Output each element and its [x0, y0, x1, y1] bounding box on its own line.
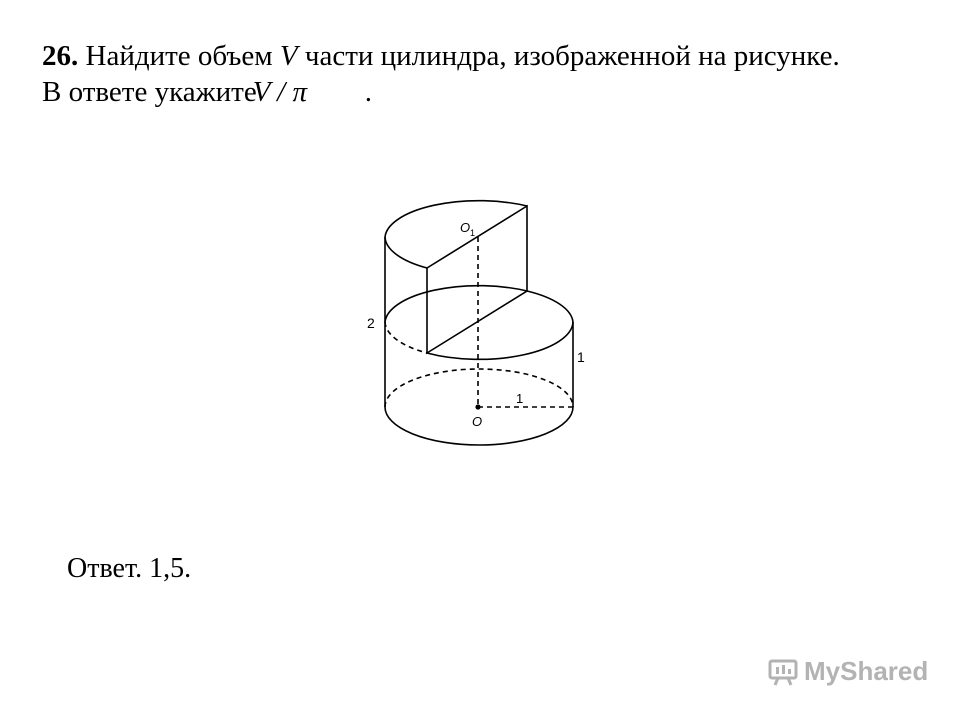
watermark	[768, 656, 928, 687]
center-point	[475, 404, 480, 409]
cutting-plane	[427, 206, 527, 353]
label-o1-subscript: 1	[470, 228, 476, 238]
label-height-2: 2	[367, 315, 375, 331]
bottom-base-back	[385, 369, 573, 407]
problem-line-2	[42, 74, 942, 110]
answer-formula: V / π	[252, 76, 307, 108]
label-radius-1: 1	[516, 391, 524, 406]
problem-statement	[42, 38, 942, 110]
problem-text-after: части цилиндра, изображенной на рисунке.	[297, 40, 840, 72]
problem-line-1	[42, 38, 942, 74]
cylinder-figure	[355, 195, 585, 455]
answer-text: Ответ. 1,5.	[67, 553, 192, 584]
label-height-1: 1	[577, 349, 585, 365]
problem-text-before: Найдите объем	[78, 40, 280, 72]
answer-instruction: В ответе укажите	[42, 76, 257, 108]
label-o1: O	[460, 220, 471, 235]
upper-top-front-arc	[385, 237, 427, 268]
lower-top-front	[427, 322, 573, 359]
lower-top-hidden-back	[527, 291, 573, 322]
line-end-period: .	[364, 76, 372, 108]
presentation-board-icon	[768, 658, 798, 686]
problem-number: 26.	[42, 40, 79, 72]
watermark-text: MyShared	[804, 656, 929, 686]
label-o: O	[472, 414, 483, 429]
lower-top-hidden-left	[385, 322, 427, 353]
volume-variable: V	[279, 40, 298, 72]
